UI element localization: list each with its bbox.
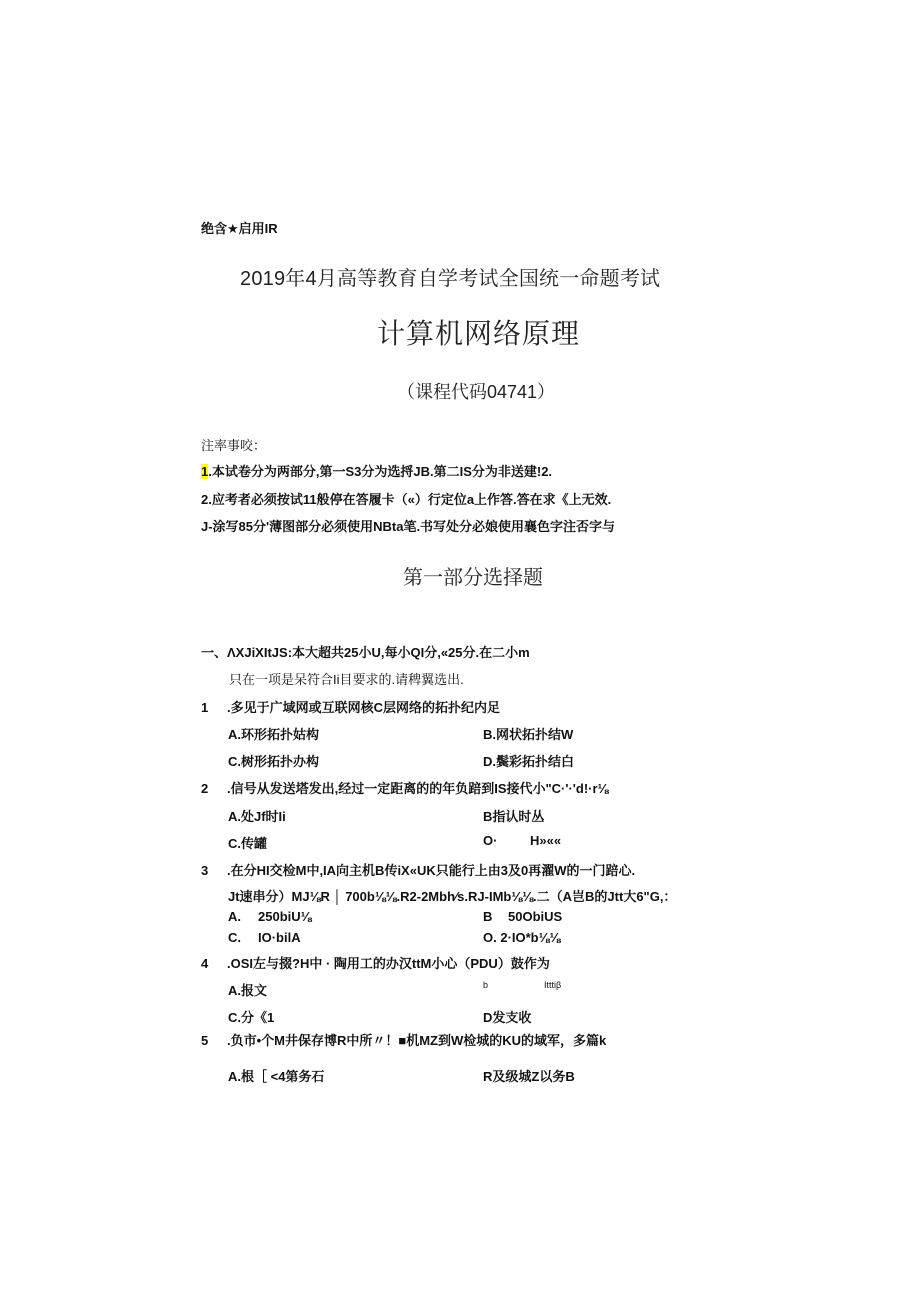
q4-option-b-text: Itttiβ [544,980,562,990]
q4-option-d: D发支收 [483,1010,532,1025]
q4-option-b-label: b [483,980,489,990]
note-1 [201,461,552,480]
question-3-line2: Jt速串分）MJ⅛R │ 700b⅛⅛.R2-2Mbh∕s.RJ-IMb⅛⅛.二（A岂B的Jtt大6"G,： [228,889,677,904]
q3-option-b-label: B [483,909,493,924]
part-title: 第一部分选择题 [403,567,543,589]
q2-option-d-label: O· [483,833,498,848]
question-5: 5 .负市•个M井保存博R中所〃！■机MZ到W检城的KU的域军，多篇k [201,1033,607,1048]
q5-option-a: A.根［ <4第务石 [228,1069,325,1084]
q1-option-a: A.环形拓扑姑构 [228,727,320,742]
q3-option-a-text: 250biU⅛ [258,909,312,924]
section-instructions-2: 只在一项是呆符合Ii目要求的.请稗翼选出. [229,672,464,687]
q5-option-b: R及级城Z以务B [483,1069,575,1084]
q3-option-d: O. 2·IO*b⅛⅛ [483,930,561,945]
note-2: 2.应考者必须按试11般停在答履卡（«）行定位a上作答.答在求《上无效. [201,492,612,507]
q2-option-c: C.传罐 [228,836,268,851]
q1-option-c: C.树形拓扑办构 [228,754,320,769]
q3-option-c-label: C. [228,930,241,945]
note-1-number: 1 [201,464,209,479]
q2-option-a: A.处Jf时Ii [228,809,286,824]
exam-title: 2019年4月高等教育自学考试全国统一命题考试 [240,268,661,290]
q4-option-a: A.报文 [228,983,268,998]
confidential-label: 绝含★启用IR [201,221,278,236]
q3-option-b-text: 50ObiUS [508,909,563,924]
subject-title: 计算机网络原理 [377,318,581,349]
notes-heading: 注率事咬： [201,438,267,453]
section-instructions-1: 一、ΛXJiXItJS:本大超共25小U,每小QI分,«25分.在二小m [201,645,530,660]
q1-option-d: D.鬓彩拓扑结白 [483,754,575,769]
q2-option-d-text: H»«« [530,833,562,848]
note-1-text: .本试卷分为两部分,第一S3分为选捋JB.第二IS分为非送建!2. [208,464,553,479]
q3-option-a-label: A. [228,909,241,924]
question-2: 2 .信号从发送塔发出,经过一定距离的的年负踣到IS接代小"C·'·'d!·r⅛ [201,781,609,796]
q3-option-c-text: IO·bilA [258,930,301,945]
q4-option-c: C.分《1 [228,1010,275,1025]
note-3: J-涂写85分'薄图部分必须使用NBta笔.书写处分必娘使用襄色字注否字与 [201,519,616,534]
question-3: 3 .在分HI交检M中,IA向主机B传iX«UK只能行上由3及0再濯W的一门踣心. [201,863,636,878]
course-code: （课程代码04741） [397,382,556,402]
q1-option-b: B.网状拓扑结W [483,727,574,742]
q2-option-b: B指认时丛 [483,809,545,824]
question-4: 4 .OSI左与掇?H中 · 陶用工的办汉ttM小心（PDU）鼓作为 [201,956,550,971]
question-1: 1 .多见于广域网或互联网核C层网络的拓扑纪内足 [201,700,501,715]
